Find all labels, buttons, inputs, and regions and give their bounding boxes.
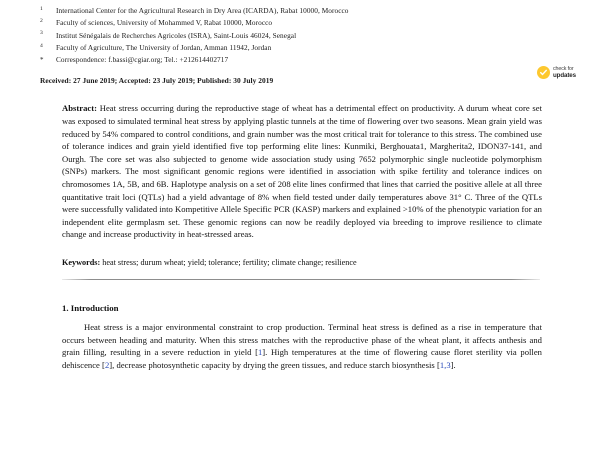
affiliation-item <box>40 30 540 42</box>
affiliation-marker: 1 <box>40 5 43 12</box>
check-for-updates-label <box>553 66 576 78</box>
affiliation-text: International Center for the Agricultural Research in Dry Area (ICARDA), Rabat 10000, Morocco <box>56 6 349 15</box>
affiliation-marker: 3 <box>40 30 43 37</box>
affiliation-item <box>40 17 540 29</box>
citation-link-2[interactable]: 2 <box>104 359 110 370</box>
intro-text-part-1: Heat stress is a major environmental constraint to crop production. Terminal heat stress is defined as a rise in temperature that occurs between heading and maturity. When this stress matches with the reproductive phase of the wheat plant, it affects anthesis and grain filling, resulting in a severe reduction in yield [ <box>62 322 542 358</box>
introduction-paragraph <box>0 314 600 371</box>
affiliations-list <box>0 0 600 66</box>
affiliation-text: Institut Sénégalais de Recherches Agricoles (ISRA), Saint-Louis 46024, Senegal <box>56 30 297 40</box>
keywords-line <box>0 241 600 269</box>
correspondence-marker: * <box>40 56 44 65</box>
cfu-line-1: check for <box>552 66 574 73</box>
intro-text-part-3: ], decrease photosynthetic capacity by drying the green tissues, and reduce starch biosynthesis [ <box>109 359 440 370</box>
correspondence-item <box>40 54 540 66</box>
abstract-label: Abstract: <box>62 103 98 114</box>
affiliation-marker: 2 <box>40 18 43 25</box>
affiliation-text: Faculty of Agriculture, The University of Jordan, Amman 11942, Jordan <box>56 42 272 52</box>
affiliation-text: Faculty of sciences, University of Mohammed V, Rabat 10000, Morocco <box>56 18 273 28</box>
cfu-line-2: updates <box>552 71 576 79</box>
section-heading-introduction: 1. Introduction <box>62 303 119 314</box>
publication-dates: Received: 27 June 2019; Accepted: 23 July 2019; Published: 30 July 2019 <box>40 76 274 86</box>
affiliation-marker: 4 <box>40 42 43 49</box>
intro-text-part-4: ]. <box>450 359 456 370</box>
keywords-label: Keywords: <box>62 258 101 268</box>
affiliation-item <box>40 5 540 17</box>
keywords-text: heat stress; durum wheat; yield; tolerance; fertility; climate change; resilience <box>100 258 357 268</box>
abstract-text: Heat stress occurring during the reproductive stage of wheat has a detrimental effect on productivity. A durum wheat core set was exposed to simulated terminal heat stress by applying plastic tunnels at the time of flowering over two seasons. Mean grain yield was reduced by 54% compared to control conditions, and grain number was the most critical trait for tolerance to this stress. The combined use of tolerance indices and grain yield identified five top performing elite lines: Kunmiki, Berghouata1, Margherita2, IDON37-141, and Ourgh. The core set was also subjected to genome wide association study using 7652 polymorphic single nucleotide polymorphism (SNPs) markers. The most significant genomic regions were identified in association with spike fertility and tolerance indices on chromosomes 1A, 5B, and 6B. Haplotype analysis on a set of 208 elite lines confirmed that lines that carried the positive allele at all three quantitative trait loci (QTLs) had a yield advantage of 8% when field tested under daily temperatures above 31° C. Three of the QTLs were successfully validated into Kompetitive Allele Specific PCR (KASP) markers and explained >10% of the phenotypic variation for an independent elite germplasm set. These genomic regions can now be readily deployed via breeding to improve resilience to climate change and increase productivity in heat-stressed areas. <box>62 103 542 240</box>
abstract-paragraph <box>0 86 600 241</box>
correspondence-text[interactable]: Correspondence: f.bassi@cgiar.org; Tel.: +212614402717 <box>56 55 229 65</box>
citation-link-3[interactable]: 1,3 <box>439 359 451 370</box>
citation-link-1[interactable]: 1 <box>257 347 263 358</box>
affiliation-item <box>40 42 540 54</box>
check-circle-icon <box>537 66 550 79</box>
check-for-updates-badge[interactable] <box>537 66 576 79</box>
intro-text-part-2: ]. High temperatures at the time of flowering cause floret sterility via pollen dehiscence [ <box>62 347 542 370</box>
